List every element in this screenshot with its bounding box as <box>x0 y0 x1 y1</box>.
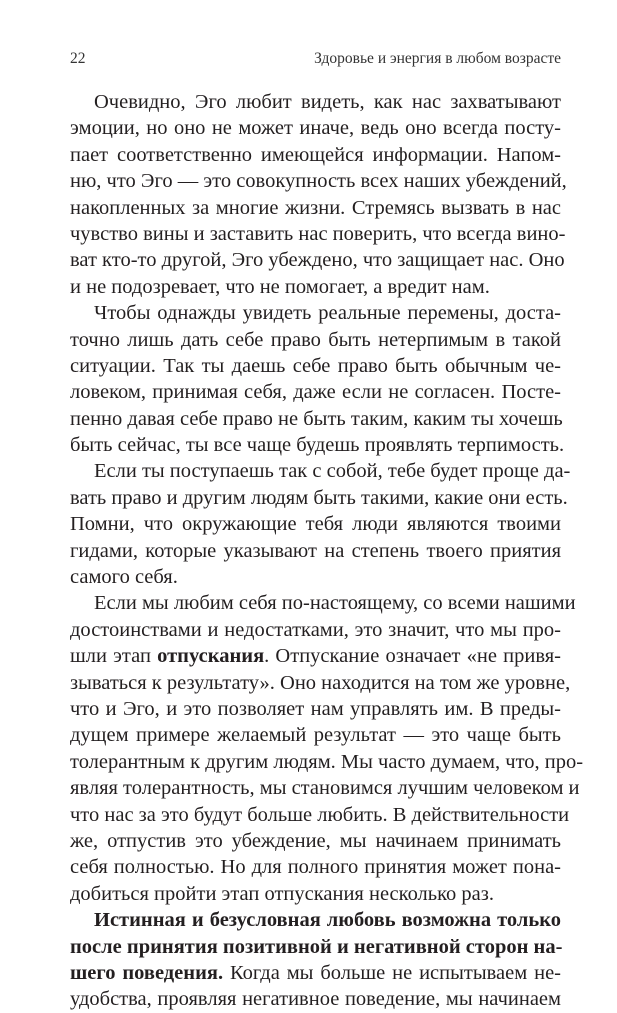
text-segment: вать право и другим людям быть такими, какие они есть. <box>70 486 568 509</box>
text-line <box>70 590 576 616</box>
bold-text: после принятия позитивной и негативной сторон на- <box>70 935 563 958</box>
text-line <box>70 168 567 194</box>
text-line <box>70 511 561 537</box>
paragraph <box>70 89 567 300</box>
bold-text: отпускания <box>157 645 265 668</box>
text-segment: что нас за это будут больше любить. В действительности <box>70 803 570 826</box>
text-line <box>70 802 570 828</box>
text-line <box>70 432 565 458</box>
paragraph <box>70 590 584 907</box>
text-line <box>70 881 561 907</box>
text-line <box>70 643 561 669</box>
text-segment: накопленных за многие жизни. Стремясь вызвать в нас <box>70 196 561 219</box>
text-segment: Помни, что окружающие тебя люди являются твоими <box>70 513 561 536</box>
text-segment: пает соответственно имеющейся информации. Напом- <box>70 143 561 166</box>
text-segment: ват кто-то другой, Эго убеждено, что защищает нас. Оно <box>70 249 565 272</box>
text-line <box>70 907 561 933</box>
text-line <box>70 247 565 273</box>
text-line <box>70 115 561 141</box>
text-segment: эмоции, но оно не может иначе, ведь оно всегда посту- <box>70 117 561 140</box>
text-line <box>70 538 561 564</box>
text-segment: . Отпускание означает «не привя- <box>264 645 561 668</box>
text-segment: быть сейчас, ты все чаще будешь проявлять терпимость. <box>70 434 565 457</box>
body-text <box>70 89 584 1013</box>
text-segment: Чтобы однажды увидеть реальные перемены, доста- <box>94 302 561 325</box>
text-segment: себя полностью. Но для полного принятия может пона- <box>70 856 561 879</box>
text-segment: и не подозревает, что не помогает, а вредит нам. <box>70 275 490 298</box>
text-segment: Очевидно, Эго любит видеть, как нас захватывают <box>94 91 561 113</box>
text-segment: что и Эго, и это позволяет нам управлять им. В преды- <box>70 697 561 720</box>
text-segment: ню, что Эго — это совокупность всех наших убеждений, <box>70 170 567 193</box>
text-segment: являя толерантность, мы становимся лучшим человеком и <box>70 777 580 800</box>
bold-text: Истинная и безусловная любовь возможна только <box>94 909 561 932</box>
text-line <box>70 406 561 432</box>
text-line <box>70 300 561 326</box>
text-segment: толерантным к другим людям. Мы часто думаем, что, про- <box>70 750 584 773</box>
text-line <box>70 195 561 221</box>
text-segment: гидами, которые указывают на степень твоего приятия <box>70 539 561 562</box>
text-line <box>70 617 561 643</box>
text-line <box>70 89 561 115</box>
text-line <box>70 828 561 854</box>
text-segment: шли этап <box>70 645 158 668</box>
text-line <box>70 274 561 300</box>
text-line <box>70 934 561 960</box>
text-line <box>70 485 568 511</box>
text-line <box>70 221 566 247</box>
bold-text: шего поведения. <box>70 961 224 984</box>
text-line <box>70 986 561 1012</box>
text-segment: дущем примере желаемый результат — это чаще быть <box>70 724 561 747</box>
text-line <box>70 458 571 484</box>
text-segment: добиться пройти этап отпускания несколько раз. <box>70 882 494 905</box>
text-segment: же, отпустив это убеждение, мы начинаем принимать <box>70 829 561 852</box>
text-line <box>70 379 561 405</box>
text-line <box>70 854 561 880</box>
running-header <box>70 50 561 68</box>
text-segment: ситуации. Так ты даешь себе право быть обычным че- <box>70 354 561 377</box>
paragraph <box>70 458 571 590</box>
text-segment: пенно давая себе право не быть таким, каким ты хочешь <box>70 407 563 430</box>
text-line <box>70 327 561 353</box>
text-line <box>70 960 561 986</box>
text-line <box>70 564 561 590</box>
paragraph <box>70 907 561 1013</box>
text-segment: удобства, проявляя негативное поведение, мы начинаем <box>70 988 561 1011</box>
paragraph <box>70 300 565 458</box>
text-segment: Если мы любим себя по-настоящему, со всеми нашими <box>94 592 576 615</box>
text-segment: Если ты поступаешь так с собой, тебе будет проще да- <box>94 460 571 483</box>
text-segment: точно лишь дать себе право быть нетерпимым в такой <box>70 328 561 351</box>
text-line <box>70 353 561 379</box>
text-line <box>70 722 561 748</box>
text-line <box>70 142 561 168</box>
text-segment: достоинствами и недостатками, это значит, что мы про- <box>70 618 561 641</box>
page-number: 22 <box>70 50 86 67</box>
text-segment: зываться к результату». Оно находится на том же уровне, <box>70 671 571 694</box>
text-line <box>70 696 561 722</box>
text-segment: Когда мы больше не испытываем не- <box>223 961 561 984</box>
text-line <box>70 775 580 801</box>
text-segment: ловеком, принимая себя, даже если не согласен. Посте- <box>70 381 561 404</box>
text-line <box>70 749 584 775</box>
text-segment: самого себя. <box>70 566 178 589</box>
text-segment: чувство вины и заставить нас поверить, что всегда вино- <box>70 222 566 245</box>
text-line <box>70 670 571 696</box>
running-title: Здоровье и энергия в любом возрасте <box>314 50 561 67</box>
